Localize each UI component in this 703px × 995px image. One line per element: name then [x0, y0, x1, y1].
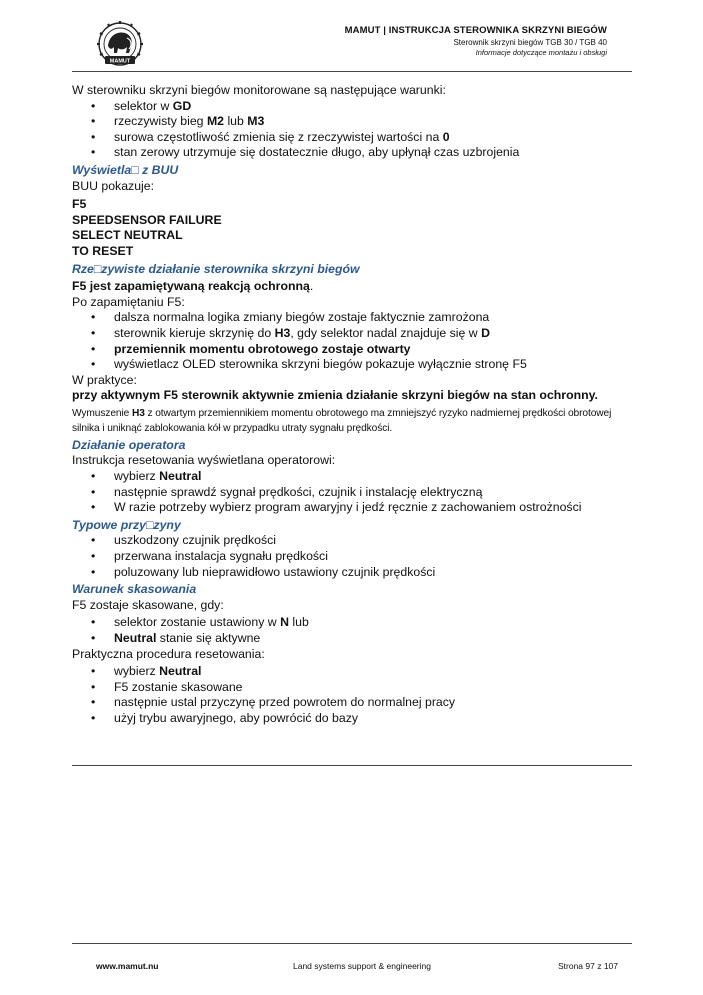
actual-statement-bold: F5 jest zapamiętywaną reakcją ochronną [72, 279, 310, 294]
list-item [72, 310, 632, 326]
mamut-logo-icon [94, 20, 146, 70]
text-run: F5 zostanie skasowane [114, 679, 243, 694]
display-lead: BUU pokazuje: [72, 178, 155, 193]
footer-tagline: Land systems support & engineering [293, 961, 431, 971]
text-run: stanie się aktywne [156, 631, 261, 645]
text-run: dalsza normalna logika zmiany biegów zostaje faktycznie zamrożona [114, 310, 490, 325]
text-run: Neutral [114, 631, 157, 645]
section-heading-actual: Rze□zywiste działanie sterownika skrzyni biegów [72, 261, 360, 276]
causes-list [72, 533, 632, 580]
actual-after: Po zapamiętaniu F5: [72, 294, 185, 309]
section-heading-operator: Działanie operatora [72, 437, 186, 452]
practice-lead: W praktyce: [72, 372, 137, 387]
list-item [72, 680, 632, 696]
list-item [72, 664, 632, 680]
svg-text:MAMUT: MAMUT [109, 58, 131, 65]
list-item [72, 500, 632, 516]
procedure-lead: Praktyczna procedura resetowania: [72, 646, 265, 661]
list-item [72, 145, 632, 161]
section-heading-reset: Warunek skasowania [72, 582, 197, 597]
text-run: N [280, 615, 289, 630]
display-line: TO RESET [72, 243, 134, 258]
text-run: wyświetlacz OLED sterownika skrzyni biegów pokazuje wyłącznie stronę F5 [114, 357, 527, 372]
list-item [72, 615, 632, 631]
text-run: przemiennik momentu obrotowego zostaje otwarty [114, 341, 411, 356]
text-run: wybierz [114, 469, 160, 484]
text-run: przerwana instalacja sygnału prędkości [114, 549, 328, 564]
list-item [72, 485, 632, 501]
text-run: uszkodzony czujnik prędkości [114, 533, 276, 548]
text-run: lub [224, 114, 248, 129]
text-run: Wymuszenie [72, 407, 132, 419]
text-run: selektor w [114, 98, 173, 113]
page-header [72, 20, 632, 72]
text-run: stan zerowy utrzymuje się dostatecznie długo, aby upłynął czas uzbrojenia [114, 145, 520, 160]
list-item [72, 326, 632, 342]
section-heading-display: Wyświetla□ z BUU [72, 162, 179, 177]
text-run: , gdy selektor nadal znajduje się w [290, 325, 482, 340]
text-run: następnie sprawdź sygnał prędkości, czujnik i instalację elektryczną [114, 484, 483, 499]
actual-note [72, 406, 632, 436]
practice-statement: przy aktywnym F5 sterownik aktywnie zmienia działanie skrzyni biegów na stan ochronny. [72, 388, 598, 403]
footer-website: www.mamut.nu [96, 961, 159, 971]
list-item [72, 565, 632, 581]
document-title: MAMUT | INSTRUKCJA STEROWNIKA SKRZYNI BIEGÓW [344, 25, 607, 36]
text-run: wybierz [114, 664, 160, 679]
content-end-rule [72, 765, 632, 766]
list-item [72, 631, 632, 647]
display-message [72, 197, 632, 259]
text-run: lub [288, 615, 309, 630]
list-item [72, 469, 632, 485]
text-run: H3 [131, 407, 145, 419]
footer-rule [72, 943, 632, 944]
text-run: W razie potrzeby wybierz program awaryjny i jedź ręcznie z zachowaniem ostrożności [114, 500, 582, 515]
display-line: SELECT NEUTRAL [72, 228, 183, 243]
display-line: F5 [72, 197, 87, 212]
list-item [72, 695, 632, 711]
text-run: następnie ustal przyczynę przed powrotem do normalnej pracy [114, 695, 456, 710]
list-item [72, 114, 632, 130]
footer-page-number: Strona 97 z 107 [557, 961, 618, 971]
intro-text: W sterowniku skrzyni biegów monitorowane są następujące warunki: [72, 83, 446, 97]
list-item [72, 357, 632, 373]
text-run: Neutral [159, 469, 202, 484]
list-item [72, 711, 632, 727]
actual-list [72, 310, 632, 372]
text-run: D [481, 325, 490, 340]
list-item [72, 549, 632, 565]
operator-list [72, 469, 632, 516]
text-run: 0 [442, 129, 450, 144]
list-item [72, 342, 632, 358]
text-run: Neutral [159, 664, 202, 679]
list-item [72, 99, 632, 115]
page-content [72, 83, 632, 727]
display-line: SPEEDSENSOR FAILURE [72, 212, 222, 227]
text-run: surowa częstotliwość zmienia się z rzeczywistej wartości na [114, 129, 443, 144]
document-subtitle: Sterownik skrzyni biegów TGB 30 / TGB 40 [453, 38, 607, 47]
reset-list [72, 615, 632, 646]
operator-lead: Instrukcja resetowania wyświetlana operatorowi: [72, 453, 336, 468]
text-run: z otwartym przemiennikiem momentu obrotowego ma zmniejszyć ryzyko nadmiernej prędkości obrotowej silnika i uniknąć zablokowania kół w przypadku utraty sygnału prędkości. [72, 407, 612, 434]
text-run: selektor zostanie ustawiony w [114, 615, 281, 630]
text-run: M2 [206, 114, 225, 129]
actual-statement-end: . [309, 279, 314, 294]
procedure-list [72, 664, 632, 726]
section-heading-causes: Typowe przy□zyny [72, 517, 181, 532]
reset-lead: F5 zostaje skasowane, gdy: [72, 597, 224, 612]
text-run: użyj trybu awaryjnego, aby powrócić do bazy [114, 710, 359, 725]
actual-statement [72, 279, 632, 295]
header-text [345, 25, 607, 58]
list-item [72, 533, 632, 549]
text-run: H3 [274, 325, 291, 340]
header-rule [72, 71, 632, 72]
text-run: GD [172, 98, 192, 113]
text-run: sterownik kieruje skrzynię do [114, 325, 275, 340]
list-item [72, 130, 632, 146]
text-run: rzeczywisty bieg [114, 114, 207, 129]
document-note: Informacje dotyczące montażu i obsługi [475, 48, 607, 57]
text-run: M3 [247, 114, 265, 129]
conditions-list [72, 99, 632, 161]
text-run: poluzowany lub nieprawidłowo ustawiony czujnik prędkości [114, 564, 436, 579]
